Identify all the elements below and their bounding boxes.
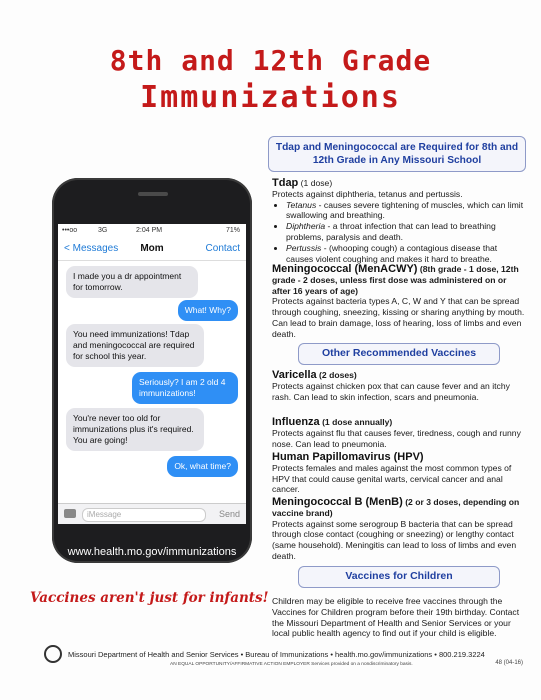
- hpv-description: Protects females and males against the most common types of HPV that could cause genital warts, cervical cancer and anal cancer.: [272, 462, 512, 495]
- menb-dose: (2 or 3 doses, depending on vaccine brand): [272, 497, 520, 518]
- message-input[interactable]: iMessage: [82, 508, 206, 522]
- dhss-seal-icon: [44, 645, 62, 663]
- phone-speaker: [138, 192, 168, 196]
- messages-nav: [58, 238, 246, 261]
- send-button[interactable]: Send: [218, 509, 240, 519]
- meningococcal-heading: Meningococcal (MenACWY): [272, 263, 418, 275]
- title-line-1: 8th and 12th Grade: [109, 44, 432, 77]
- status-bar: [58, 226, 246, 238]
- website-url: www.health.mo.gov/immunizations: [67, 546, 237, 558]
- tdap-item: • Pertussis - (whooping cough) a contagious disease that causes violent coughing and makes it hard to breathe.: [286, 243, 526, 265]
- meningococcal-description: Protects against bacteria types A, C, W and Y that can be spread through coughing, sneezing, kissing or sharing anything by mouth. Can lead to brain damage, loss of hearing, loss of limbs and even death.: [272, 296, 525, 339]
- tdap-section: [272, 178, 526, 264]
- tdap-item: • Diphtheria - a throat infection that can lead to breathing problems, paralysis and death.: [286, 221, 526, 243]
- influenza-dose: (1 dose annually): [322, 417, 393, 427]
- varicella-dose: (2 doses): [319, 370, 357, 380]
- influenza-description: Protects against flu that causes fever, tiredness, cough and runny nose. Can lead to pneumonia.: [272, 427, 521, 449]
- back-button[interactable]: < Messages: [64, 243, 119, 254]
- form-code: 48 (04-16): [495, 660, 523, 666]
- phone-illustration: [52, 178, 252, 563]
- meningococcal-section: [272, 264, 526, 340]
- tdap-dose: (1 dose): [300, 178, 333, 188]
- tdap-intro: Protects against diphtheria, tetanus and pertussis.: [272, 188, 463, 199]
- phone-screen: [58, 224, 246, 524]
- meningococcal-dose: (8th grade - 1 dose, 12th grade - 2 doses, unless first dose was administered on or after 16 years of age): [272, 264, 519, 296]
- required-vaccines-box: Tdap and Meningococcal are Required for 8th and 12th Grade in Any Missouri School: [268, 136, 526, 172]
- message-bubble: You're never too old for immunizations plus it's required. You are going!: [66, 408, 204, 451]
- message-bubble: You need immunizations! Tdap and meningococcal are required for school this year.: [66, 324, 204, 367]
- footer-eeo: AN EQUAL OPPORTUNITY/AFFIRMATIVE ACTION EMPLOYER Services provided on a nondiscriminatory basis.: [170, 662, 413, 667]
- message-bubble: Seriously? I am 2 old 4 immunizations!: [132, 372, 238, 404]
- hpv-section: [272, 452, 526, 495]
- footer-contact: Missouri Department of Health and Senior Services • Bureau of Immunizations • health.mo.gov/immunizations • 800.219.3224: [68, 650, 485, 659]
- hpv-heading: Human Papillomavirus (HPV): [272, 451, 424, 463]
- vfc-description: Children may be eligible to receive free vaccines through the Vaccines for Children program before their 19th birthday. Contact the Missouri Department of Health and Senior Services or your local public health agency to find out if your child is eligible.: [272, 596, 520, 639]
- conversation-title: Mom: [140, 243, 164, 254]
- menb-description: Protects against some serogroup B bacteria that can be spread through close contact (coughing or sneezing) or lengthy contact (same household). Meningitis can lead to loss of limbs and even death.: [272, 518, 517, 561]
- tdap-heading: Tdap: [272, 177, 299, 189]
- influenza-heading: Influenza: [272, 416, 320, 428]
- influenza-section: [272, 417, 526, 449]
- message-input-bar: [58, 503, 246, 524]
- vfc-section: [272, 596, 526, 639]
- varicella-description: Protects against chicken pox that can cause fever and an itchy rash. Can lead to skin infection, scars and pneumonia.: [272, 380, 510, 402]
- message-bubble: What! Why?: [178, 300, 238, 321]
- status-time: 2:04 PM: [136, 227, 163, 234]
- message-bubble: I made you a dr appointment for tomorrow.: [66, 266, 198, 298]
- message-bubble: Ok, what time?: [167, 456, 238, 477]
- other-vaccines-box: Other Recommended Vaccines: [298, 343, 500, 365]
- tdap-item: • Tetanus - causes severe tightening of muscles, which can limit swallowing and breathing.: [286, 200, 526, 222]
- battery-indicator: 71%: [225, 227, 240, 234]
- varicella-heading: Varicella: [272, 369, 317, 381]
- title-line-2: Immunizations: [140, 80, 401, 115]
- network-indicator: 3G: [98, 227, 108, 234]
- signal-indicator: •••oo: [62, 227, 78, 234]
- contact-button[interactable]: Contact: [205, 243, 240, 254]
- menb-section: [272, 497, 526, 562]
- camera-icon[interactable]: [64, 509, 76, 518]
- varicella-section: [272, 370, 526, 402]
- tagline: Vaccines aren't just for infants!: [30, 590, 269, 606]
- vfc-box: Vaccines for Children: [298, 566, 500, 588]
- menb-heading: Meningococcal B (MenB): [272, 496, 403, 508]
